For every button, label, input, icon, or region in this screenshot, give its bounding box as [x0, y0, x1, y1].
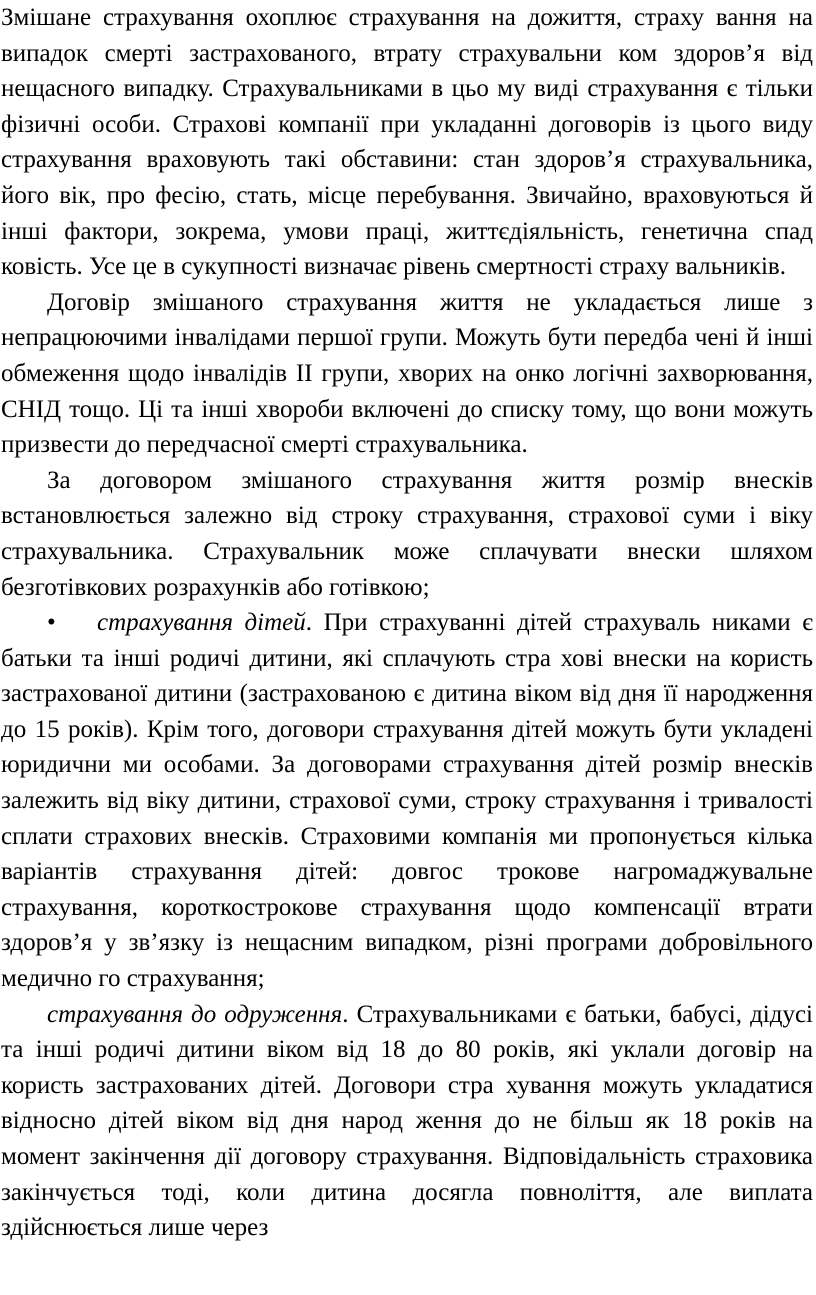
paragraph-marriage-insurance	[1, 997, 813, 1246]
bullet-icon: •	[47, 609, 56, 637]
term-marriage-insurance: страхування до одруження	[47, 1000, 343, 1028]
paragraph-children-insurance	[1, 605, 813, 997]
paragraph-marriage-insurance-text: . Страхувальниками є батьки, бабусі, дідусі та інші родичі дитини віком від 18 до 80 років, які уклали договір на користь застрахованих дітей. Договори стра хування можуть укладатися відносно дітей віком від дня народ ження до не більш як 18 років на момент закінчення дії договору страхування. Відповідальність страховика закінчується тоді, коли дитина досягла повноліття, але виплата здійснюється лише через	[1, 1000, 813, 1242]
paragraph-contract-restrictions: Договір змішаного страхування життя не укладається лише з непрацюючими інвалідами першої групи. Можуть бути передба чені й інші обмеження щодо інвалідів II групи, хворих на онко логічні захворювання, СНІД тощо. Ці та інші хвороби включені до списку тому, що вони можуть призвести до передчасної смерті страхувальника.	[1, 288, 813, 459]
paragraph-children-insurance-text: . При страхуванні дітей страхуваль никами є батьки та інші родичі дитини, які сплачують стра хові внески на користь застрахованої дитини (застрахованою є дитина віком від дня її народження до 15 років). Крім того, договори страхування дітей можуть бути укладені юридични ми особами. За договорами страхування дітей розмір внесків залежить від віку дитини, страхової суми, строку страхування і тривалості сплати страхових внесків. Страховими компанія ми пропонується кілька варіантів страхування дітей: довгос трокове нагромаджувальне страхування, короткострокове страхування щодо компенсації втрати здоров’я у зв’язку із нещасним випадком, різні програми добровільного медично го страхування;	[1, 609, 813, 993]
paragraph-contribution-size: За договором змішаного страхування життя розмір внесків встановлюється залежно від строку страхування, страхової суми і віку страхувальника. Страхувальник може сплачувати внески шляхом безготівкових розрахунків або готівкою;	[1, 466, 813, 601]
paragraph-mixed-insurance: Змішане страхування охоплює страхування на дожиття, страху вання на випадок смерті застрахованого, втрату страхувальни ком здоров’я від нещасного випадку. Страхувальниками в цьо му виді страхування є тільки фізичні особи. Страхові компанії при укладанні договорів із цього виду страхування враховують такі обставини: стан здоров’я страхувальника, його вік, про фесію, стать, місце перебування. Звичайно, враховуються й інші фактори, зокрема, умови праці, життєдіяльність, генетична спад ковість. Усе це в сукупності визначає рівень смертності страху вальників.	[1, 4, 813, 281]
term-children-insurance: страхування дітей	[97, 609, 306, 637]
